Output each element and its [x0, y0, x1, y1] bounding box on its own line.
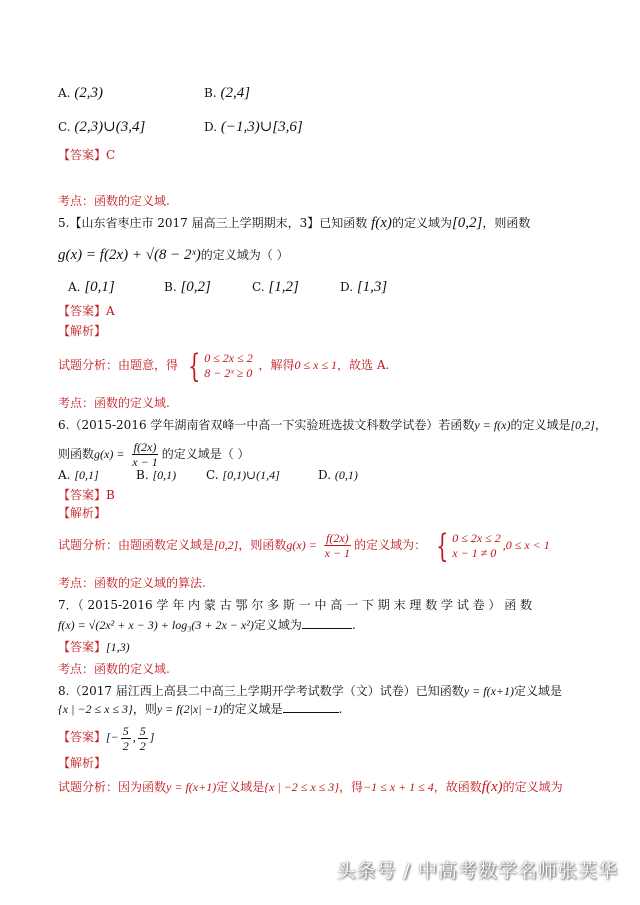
watermark: 头条号 / 中高考数学名师张芙华: [336, 860, 618, 882]
q6-option-c: C. [0,1)∪(1,4]: [206, 468, 280, 482]
q5-option-a: A. [0,1]: [68, 279, 115, 295]
q5-analysis: 试题分析：由题意，得 { 0 ≤ 2x ≤ 2 8 − 2ˣ ≥ 0 ，解得0 ≤ x ≤ 1，故选 A.: [58, 346, 390, 385]
q8-analysis: 试题分析：因为函数y = f(x+1)定义域是{x | −2 ≤ x ≤ 3}，得−1 ≤ x + 1 ≤ 4，故函数f(x)的定义域为: [58, 779, 563, 795]
q4-option-b: B. (2,4]: [204, 85, 251, 101]
q6-answer: 【答案】B: [58, 488, 115, 502]
q6-analysis: 试题分析：由题函数定义域是[0,2]，则函数g(x) = $\frac{f(2x)}{x - 1}$ 的定义域为： { 0 ≤ 2x ≤ 2 x − 1 ≠ 0 ,0 ≤ x < 1: [58, 526, 550, 565]
q6-system: { 0 ≤ 2x ≤ 2 x − 1 ≠ 0: [435, 526, 501, 565]
q6-stem-line2: 则函数g(x) = $\frac{f(2x)}{x - 1}$ 的定义域是（ ）: [58, 440, 250, 469]
q4-answer: 【答案】C: [58, 148, 116, 162]
q5-stem-line1: 5.【山东省枣庄市 2017 届高三上学期期末，3】已知函数 f(x)的定义域为[0,2]，则函数: [58, 215, 531, 231]
q6-option-b: B. [0,1): [136, 468, 177, 482]
q7-kaodian: 考点：函数的定义域.: [58, 662, 170, 676]
q7-answer-blank: [302, 616, 352, 629]
q7-answer: 【答案】[1,3): [58, 640, 130, 654]
q6-kaodian: 考点：函数的定义域的算法.: [58, 576, 206, 590]
q5-answer: 【答案】A: [58, 304, 115, 318]
q6-option-d: D. (0,1): [318, 468, 358, 482]
q7-stem-line2: f(x) = √(2x² + x − 3) + log₃(3 + 2x − x²)定义域为 .: [58, 618, 356, 632]
q5-option-b: B. [0,2]: [164, 279, 211, 295]
q4-kaodian: 考点：函数的定义域.: [58, 194, 170, 208]
q8-answer: 【答案】[− $\frac{5}{2}$ , $\frac{5}{2}$ ]: [58, 723, 155, 753]
q6-stem-line1: 6.（2015-2016 学年湖南省双峰一中高一下实验班选拔文科数学试卷）若函数y = f(x)的定义域是[0,2]，: [58, 418, 607, 432]
q5-option-c: C. [1,2]: [252, 279, 299, 295]
q8-stem-line2: {x | −2 ≤ x ≤ 3}，则y = f(2|x| −1)的定义域是 .: [58, 702, 343, 716]
q5-option-d: D. [1,3]: [340, 279, 388, 295]
q5-system: { 0 ≤ 2x ≤ 2 8 − 2ˣ ≥ 0: [187, 346, 253, 385]
q5-jiexi: 【解析】: [58, 324, 107, 338]
q6-option-a: A. [0,1]: [58, 468, 99, 482]
q4-option-d: D. (−1,3)∪[3,6]: [204, 119, 303, 135]
q5-stem-line2: g(x) = f(2x) + √(8 − 2ˣ)的定义域为（ ）: [58, 247, 289, 263]
q8-stem-line1: 8.（2017 届江西上高县二中高三上学期开学考试数学（文）试卷）已知函数y = f(x+1)定义域是: [58, 684, 563, 698]
q8-answer-blank: [283, 700, 339, 713]
q7-stem-line1: 7．（ 2015-2016 学 年 内 蒙 古 鄂 尔 多 斯 一 中 高 一 下 期 末 理 数 学 试 卷 ） 函 数: [58, 598, 533, 612]
q4-option-a: A. (2,3): [58, 85, 104, 101]
q8-jiexi: 【解析】: [58, 756, 107, 770]
q5-kaodian: 考点：函数的定义域.: [58, 396, 170, 410]
q4-option-c: C. (2,3)∪(3,4]: [58, 119, 146, 135]
q6-jiexi: 【解析】: [58, 506, 107, 520]
